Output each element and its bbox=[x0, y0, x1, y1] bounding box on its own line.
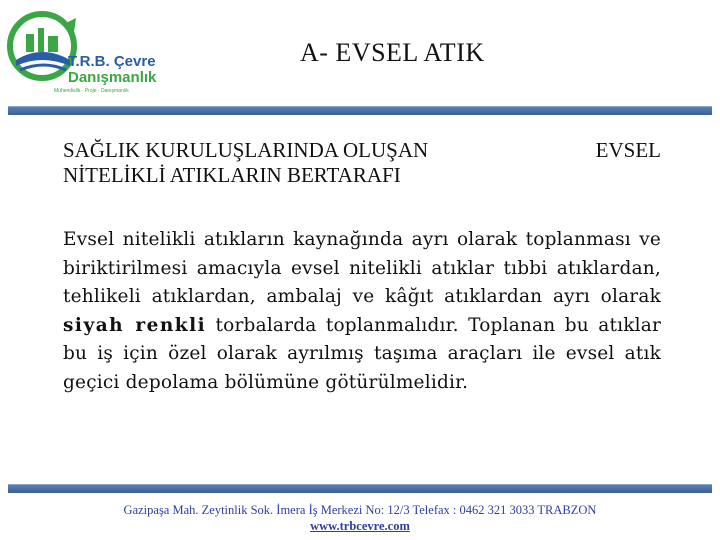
heading-line1-left: SAĞLIK KURULUŞLARINDA OLUŞAN bbox=[63, 138, 429, 162]
body-emphasis: siyah renkli bbox=[63, 314, 207, 336]
heading-line2: NİTELİKLİ ATIKLARIN BERTARAFI bbox=[63, 163, 401, 187]
bottom-divider bbox=[8, 484, 712, 493]
footer-address: Gazipaşa Mah. Zeytinlik Sok. İmera İş Merkezi No: 12/3 Telefax : 0462 321 3033 TRABZON bbox=[123, 503, 597, 517]
body-part1: Evsel nitelikli atıkların kaynağında ayrı olarak toplanması ve biriktirilmesi amacıyla evsel nitelikli atıklar tıbbi atıklardan, tehlikeli atıklardan, ambalaj ve kâğıt atıklardan ayrı olarak bbox=[63, 229, 661, 307]
heading-line1-right: EVSEL bbox=[595, 138, 661, 162]
logo-brand-line2: Danışmanlık bbox=[68, 69, 157, 86]
section-heading bbox=[63, 138, 661, 188]
top-divider bbox=[8, 106, 712, 115]
footer-website-link[interactable]: www.trbcevre.com bbox=[310, 519, 410, 533]
body-paragraph bbox=[63, 226, 661, 397]
footer bbox=[0, 502, 720, 534]
logo-tagline: Mühendislik · Proje · Danışmanlık bbox=[54, 88, 129, 94]
company-logo bbox=[4, 4, 157, 104]
page-title: A- EVSEL ATIK bbox=[300, 38, 485, 67]
body-part2: torbalarda toplanmalıdır. Toplanan bu atıklar bu iş için özel olarak ayrılmış taşıma araçları ile evsel atık geçici depolama bölümüne götürülmelidir. bbox=[63, 314, 662, 393]
logo-brand-line1: T.R.B. Çevre bbox=[68, 53, 156, 70]
